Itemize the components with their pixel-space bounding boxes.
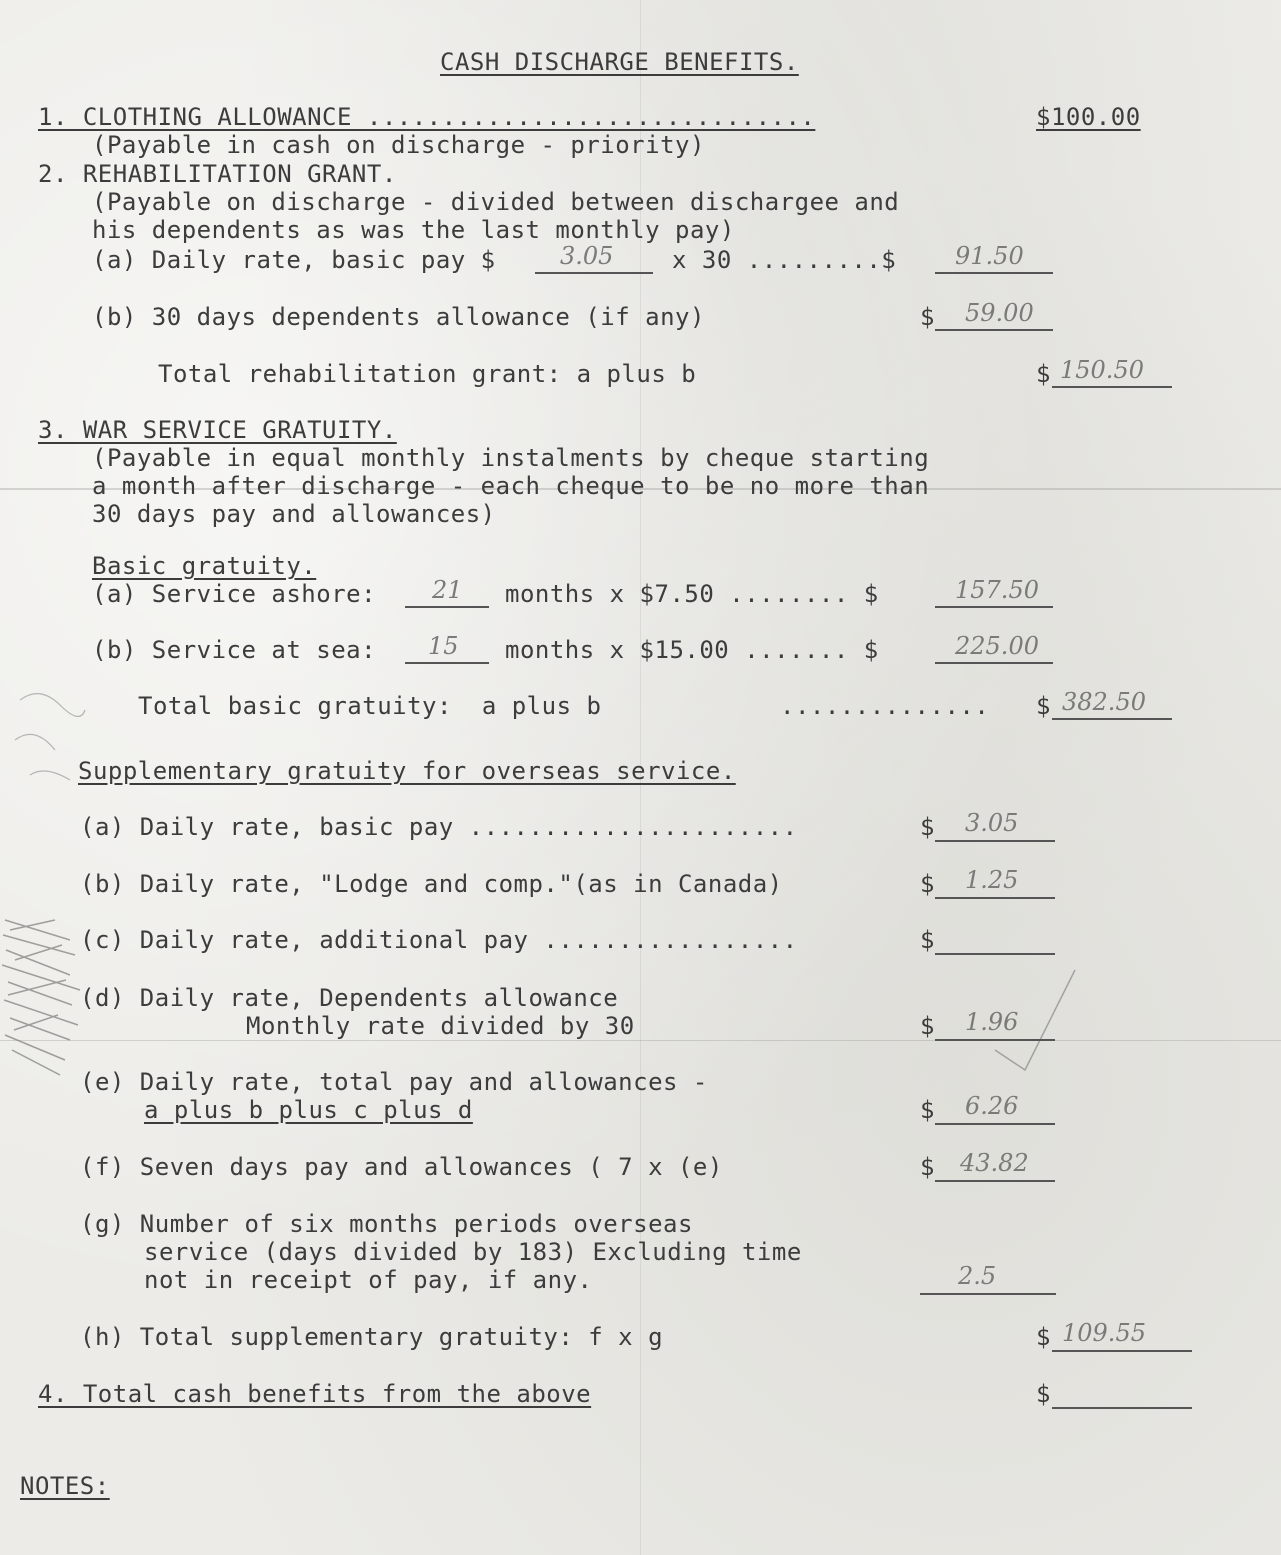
- fill-line: [935, 1180, 1055, 1182]
- fill-line: [935, 840, 1055, 842]
- service-ashore-label: (a) Service ashore:: [92, 580, 377, 608]
- fill-line: [405, 662, 489, 664]
- fill-line: [935, 953, 1055, 955]
- fill-line: [935, 1039, 1055, 1041]
- rehab-total-dollar: $: [1036, 360, 1051, 388]
- supp-c-label: (c) Daily rate, additional pay .................: [80, 926, 798, 954]
- supp-f-dollar: $: [920, 1153, 935, 1181]
- supp-d-label-line1: (d) Daily rate, Dependents allowance: [80, 984, 619, 1012]
- fill-line: [1052, 386, 1172, 388]
- supp-a-dollar: $: [920, 813, 935, 841]
- supp-e-label-line2: a plus b plus c plus d: [144, 1096, 473, 1124]
- clothing-allowance-note: (Payable in cash on discharge - priority): [92, 131, 705, 159]
- supp-b-label: (b) Daily rate, "Lodge and comp."(as in Canada): [80, 870, 783, 898]
- supp-a-amount: 3.05: [965, 809, 1019, 837]
- fill-line: [935, 897, 1055, 899]
- rehabilitation-grant-heading: 2. REHABILITATION GRANT.: [38, 160, 397, 188]
- rehab-b-label: (b) 30 days dependents allowance (if any): [92, 303, 705, 331]
- supp-h-dollar: $: [1036, 1323, 1051, 1351]
- clothing-allowance-heading: 1. CLOTHING ALLOWANCE ..............................: [38, 103, 816, 131]
- supp-a-label: (a) Daily rate, basic pay ......................: [80, 813, 798, 841]
- supplementary-gratuity-heading: Supplementary gratuity for overseas service.: [78, 757, 736, 785]
- rehab-a-label: (a) Daily rate, basic pay $: [92, 246, 496, 274]
- fill-line: [1052, 1407, 1192, 1409]
- supp-g-label-line1: (g) Number of six months periods overseas: [80, 1210, 693, 1238]
- total-basic-gratuity-dollar: $: [1036, 692, 1051, 720]
- supp-b-dollar: $: [920, 870, 935, 898]
- service-ashore-amount: 157.50: [955, 576, 1039, 604]
- rehab-total-label: Total rehabilitation grant: a plus b: [158, 360, 697, 388]
- supp-g-amount: 2.5: [958, 1262, 997, 1290]
- pencil-scribble: [0, 900, 90, 1100]
- supp-h-amount: 109.55: [1062, 1319, 1146, 1347]
- war-note-line2: a month after discharge - each cheque to be no more than: [92, 472, 930, 500]
- supp-g-label-line3: not in receipt of pay, if any.: [144, 1266, 593, 1294]
- rehabilitation-note-line1: (Payable on discharge - divided between dischargee and: [92, 188, 900, 216]
- supp-d-amount: 1.96: [965, 1008, 1019, 1036]
- fill-line: [1052, 1350, 1192, 1352]
- service-at-sea-amount: 225.00: [955, 632, 1039, 660]
- fill-line: [920, 1293, 1056, 1295]
- supp-b-amount: 1.25: [965, 866, 1019, 894]
- fill-line: [405, 606, 489, 608]
- supp-d-label-line2: Monthly rate divided by 30: [246, 1012, 635, 1040]
- supp-e-amount: 6.26: [965, 1092, 1019, 1120]
- service-at-sea-rate: months x $15.00 ....... $: [505, 636, 879, 664]
- supp-c-dollar: $: [920, 926, 935, 954]
- fill-line: [935, 662, 1053, 664]
- fill-line: [1052, 718, 1172, 720]
- rehab-a-daily-rate: 3.05: [560, 242, 614, 270]
- service-ashore-months: 21: [432, 576, 463, 604]
- clothing-allowance-amount: $100.00: [1036, 103, 1141, 131]
- supp-h-label: (h) Total supplementary gratuity: f x g: [80, 1323, 664, 1351]
- total-basic-gratuity-label: Total basic gratuity: a plus b: [138, 692, 602, 720]
- rehab-b-amount: 59.00: [965, 299, 1034, 327]
- total-basic-gratuity-dots: ..............: [780, 692, 990, 720]
- rehab-total-amount: 150.50: [1060, 356, 1144, 384]
- service-at-sea-months: 15: [428, 632, 459, 660]
- rehab-a-multiplier: x 30 .........$: [672, 246, 897, 274]
- rehabilitation-note-line2: his dependents as was the last monthly pay): [92, 216, 735, 244]
- fill-line: [935, 329, 1053, 331]
- total-cash-benefits-dollar: $: [1036, 1380, 1051, 1408]
- form-title: CASH DISCHARGE BENEFITS.: [440, 48, 799, 76]
- supp-f-label: (f) Seven days pay and allowances ( 7 x (e): [80, 1153, 723, 1181]
- total-cash-benefits-label: 4. Total cash benefits from the above: [38, 1380, 592, 1408]
- service-ashore-rate: months x $7.50 ........ $: [505, 580, 879, 608]
- war-note-line3: 30 days pay and allowances): [92, 500, 496, 528]
- notes-heading: NOTES:: [20, 1472, 110, 1500]
- war-note-line1: (Payable in equal monthly instalments by cheque starting: [92, 444, 930, 472]
- basic-gratuity-heading: Basic gratuity.: [92, 552, 317, 580]
- fill-line: [935, 1123, 1055, 1125]
- supp-e-dollar: $: [920, 1096, 935, 1124]
- supp-d-dollar: $: [920, 1012, 935, 1040]
- supp-f-amount: 43.82: [960, 1149, 1029, 1177]
- service-at-sea-label: (b) Service at sea:: [92, 636, 377, 664]
- rehab-b-dollar: $: [920, 303, 935, 331]
- supp-e-label-line1: (e) Daily rate, total pay and allowances -: [80, 1068, 708, 1096]
- pencil-mark: [0, 680, 90, 800]
- rehab-a-amount: 91.50: [955, 242, 1024, 270]
- supp-g-label-line2: service (days divided by 183) Excluding time: [144, 1238, 802, 1266]
- fill-line: [535, 272, 653, 274]
- total-basic-gratuity-amount: 382.50: [1062, 688, 1146, 716]
- war-service-gratuity-heading: 3. WAR SERVICE GRATUITY.: [38, 416, 397, 444]
- fill-line: [935, 606, 1053, 608]
- fill-line: [935, 272, 1053, 274]
